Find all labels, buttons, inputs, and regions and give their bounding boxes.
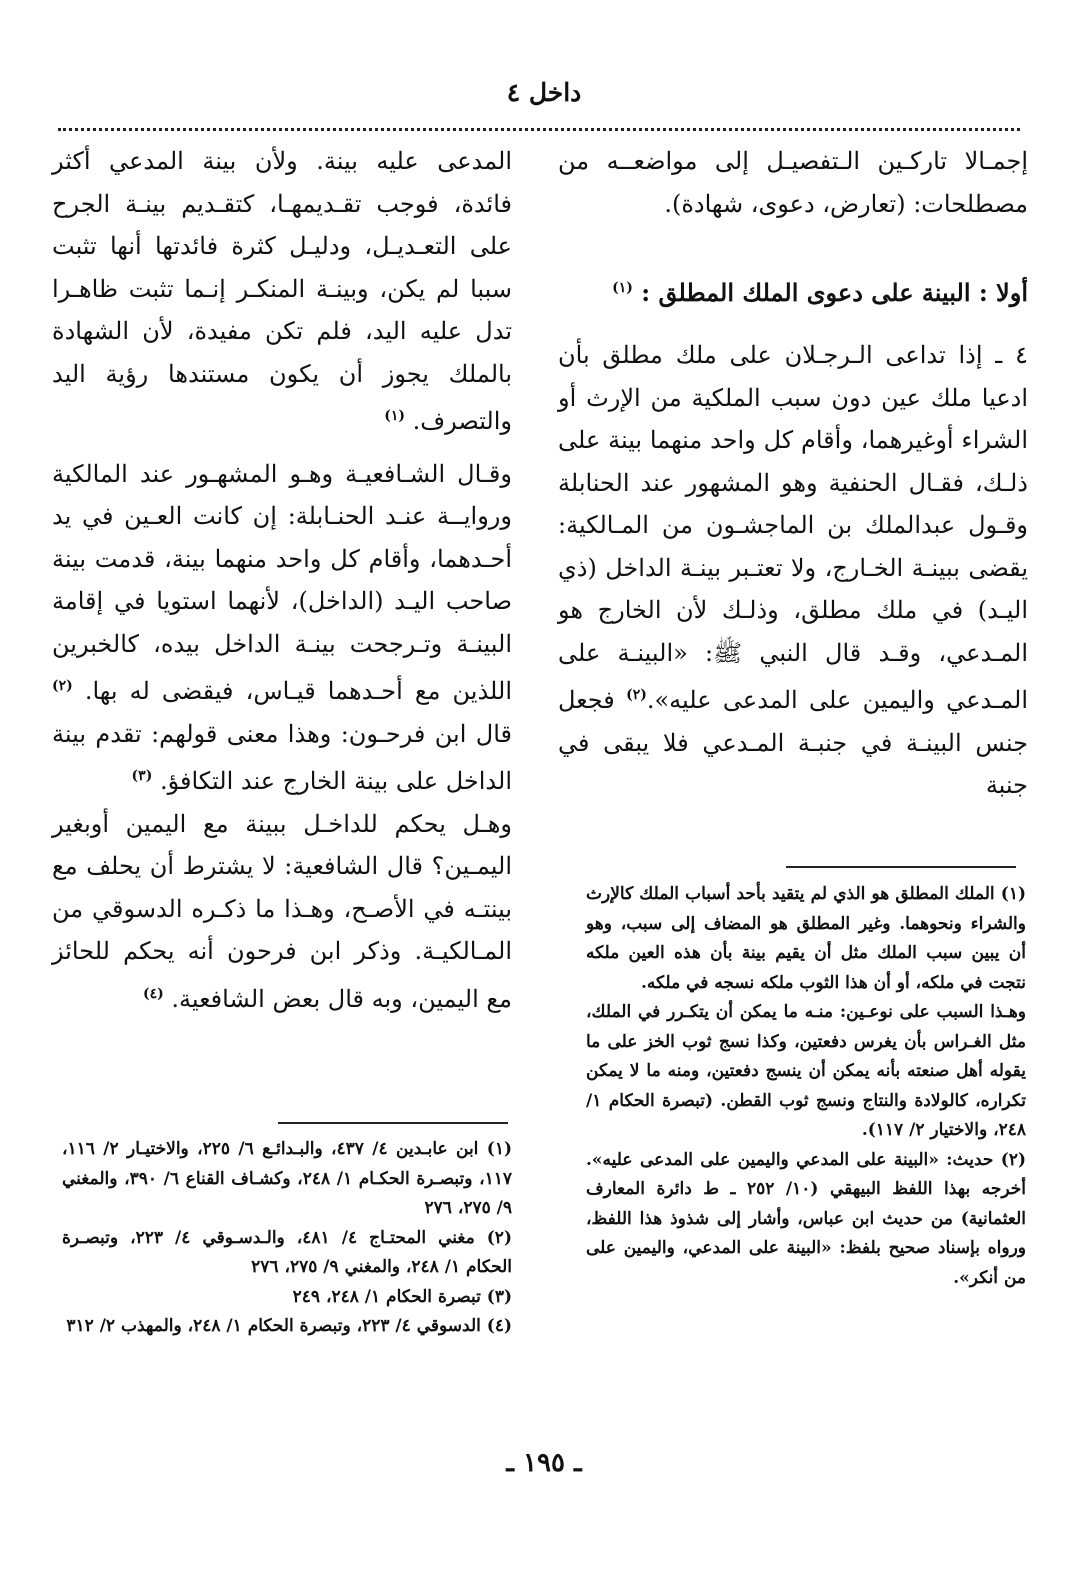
left-paragraph-2-text: وقـال الشـافعيـة وهـو المشهـور عند المالكية وروايــة عنـد الحنـابلة: إن كانت العـين في يد أحـدهما، وأقام كل واحد منهما بينة، قدمت بينة صاحب اليـد (الداخل)، لأنهما استويا في إقامة البينـة وتـرجحت بينـة الداخل بيده، كالخبرين اللذين مع أحـدهما قيـاس، فيقضى له بها. xyxy=(52,459,512,705)
left-paragraph-1-text: المدعى عليه بينة. ولأن بينة المدعي أكثر فائدة، فوجب تقـديمهـا، كتقـديم بينـة الجرح على التعـديـل، ودليـل كثرة فائدتها أنها تثبت سببا لم يكن، وبينـة المنكـر إنـما تثبت ظاهـرا تدل عليه اليد، فلم تكن مفيدة، لأن الشهادة بالملك يجوز أن يكون مستندها رؤية اليد والتصرف. xyxy=(52,147,512,435)
left-paragraph-3 xyxy=(52,803,512,1021)
running-header: داخل ٤ xyxy=(506,78,582,107)
right-footnote-2: (٢) حديث: «البينة على المدعي واليمين على المدعى عليه». أخرجه بهذا اللفظ البيهقي (١٠/ ٢٥٢ ـ ط دائرة المعارف العثمانية) من حديث ابن عباس، وأشار إلى شذوذ هذا اللفظ، ورواه بإسناد صحيح بلفظ: «البينة على المدعي، واليمين على من أنكر». xyxy=(586,1149,1026,1288)
left-column xyxy=(52,140,512,1020)
right-footnote-1-cont: وهـذا السبب على نوعـين: منـه ما يمكن أن يتكـرر في الملك، مثل الغـراس بأن يغرس دفعتين، وكذا نسج ثوب الخز على ما يقوله أهل صنعته بأنه يمكن أن ينسج دفعتين، ومنه ما لا يمكن تكراره، كالولادة والنتاج ونسج ثوب القطن. (تبصرة الحكام ١/ ٢٤٨، والاختيار ٢/ ١١٧). xyxy=(586,1002,1026,1140)
right-footnote-rule xyxy=(786,866,1016,868)
section-heading xyxy=(558,267,1028,314)
right-footnote-1: (١) الملك المطلق هو الذي لم يتقيد بأحد أسباب الملك كالإرث والشراء ونحوهما. وغير المطلق هو المضاف إلى سبب، وهو أن يبين سبب الملك مثل أن يقيم بينة بأن هذه العين ملكه نتجت في ملكه، أو أن هذا الثوب ملكه نسجه في ملكه. xyxy=(586,884,1026,993)
left-p2-footnote-ref: (٢) xyxy=(52,678,73,694)
left-footnote-4: (٤) الدسوقي ٤/ ٢٢٣، وتبصرة الحكام ١/ ٢٤٨، والمهذب ٢/ ٣١٢ xyxy=(66,1316,512,1336)
heading-footnote-ref: (١) xyxy=(612,280,633,296)
left-paragraph-2 xyxy=(52,453,512,803)
left-footnotes xyxy=(62,1135,512,1342)
right-column xyxy=(558,140,1028,807)
paragraph-4-text: ٤ ـ إذا تداعى الـرجـلان على ملك مطلق بأن ادعيا ملك عين دون سبب الملكية من الإرث أو الشراء أوغيرهما، وأقام كل واحد منهما بينة على ذلـك، فقـال الحنفية وهو المشهور عند الحنابلة وقـول عبدالملك بن الماجشـون من المـالكية: يقضى ببينـة الخـارج، ولا تعتـبر بينـة الداخل (ذي اليـد) في ملك مطلق، وذلـك لأن الخارج هو المـدعي، وقـد قال النبي ﷺ: «البينـة على المـدعي واليمين على المدعى عليه». xyxy=(558,341,1028,714)
left-p2b-footnote-ref: (٣) xyxy=(131,768,153,784)
para4-footnote-ref: (٢) xyxy=(626,687,647,703)
intro-paragraph: إجمـالا تاركـين الـتفصيـل إلى مواضعــه من مصطلحات: (تعارض، دعوى، شهادة). xyxy=(558,147,1028,218)
left-footnote-3: (٣) تبصرة الحكام ١/ ٢٤٨، ٢٤٩ xyxy=(292,1286,512,1307)
left-p3-footnote-ref: (٤) xyxy=(142,985,164,1002)
page-number: ـ ١٩٥ ـ xyxy=(506,1448,582,1478)
left-paragraph-1 xyxy=(52,140,512,443)
left-p1-footnote-ref: (١) xyxy=(384,408,405,424)
paragraph-4 xyxy=(558,334,1028,807)
left-footnote-1: (١) ابن عابـدين ٤/ ٤٣٧، والبـدائـع ٦/ ٢٢٥، والاختيـار ٢/ ١١٦، ١١٧، وتبصـرة الحكـام ١/ ٢٤٨، وكشـاف القناع ٦/ ٣٩٠، والمغني ٩/ ٢٧٥، ٢٧٦ xyxy=(62,1139,512,1218)
section-heading-text: أولا : البينة على دعوى الملك المطلق : xyxy=(641,278,1028,307)
header-dotted-rule xyxy=(58,128,1020,131)
left-footnote-2: (٢) مغني المحتـاج ٤/ ٤٨١، والـدسـوقي ٤/ ٢٢٣، وتبصـرة الحكام ١/ ٢٤٨، والمغني ٩/ ٢٧٥، ٢٧٦ xyxy=(62,1227,512,1277)
right-footnotes xyxy=(586,880,1026,1293)
left-paragraph-3-text: وهـل يحكم للداخـل ببينة مع اليمين أوبغير اليمـين؟ قال الشافعية: لا يشترط أن يحلف مع بينتـه في الأصـح، وهـذا ما ذكـره الدسوقي من المـالكيـة. وذكر ابن فرحون أنه يحكم للحائز مع اليمين، وبه قال بعض الشافعية. xyxy=(52,809,512,1013)
left-paragraph-2b-text: قال ابن فرحـون: وهذا معنى قولهم: تقدم بينة الداخل على بينة الخارج عند التكافؤ. xyxy=(52,719,512,795)
left-footnote-rule xyxy=(278,1122,508,1124)
paragraph-4-end: فجعل جنس البينـة في جنبـة المـدعي فلا يبقى في جنبة xyxy=(558,686,1028,799)
